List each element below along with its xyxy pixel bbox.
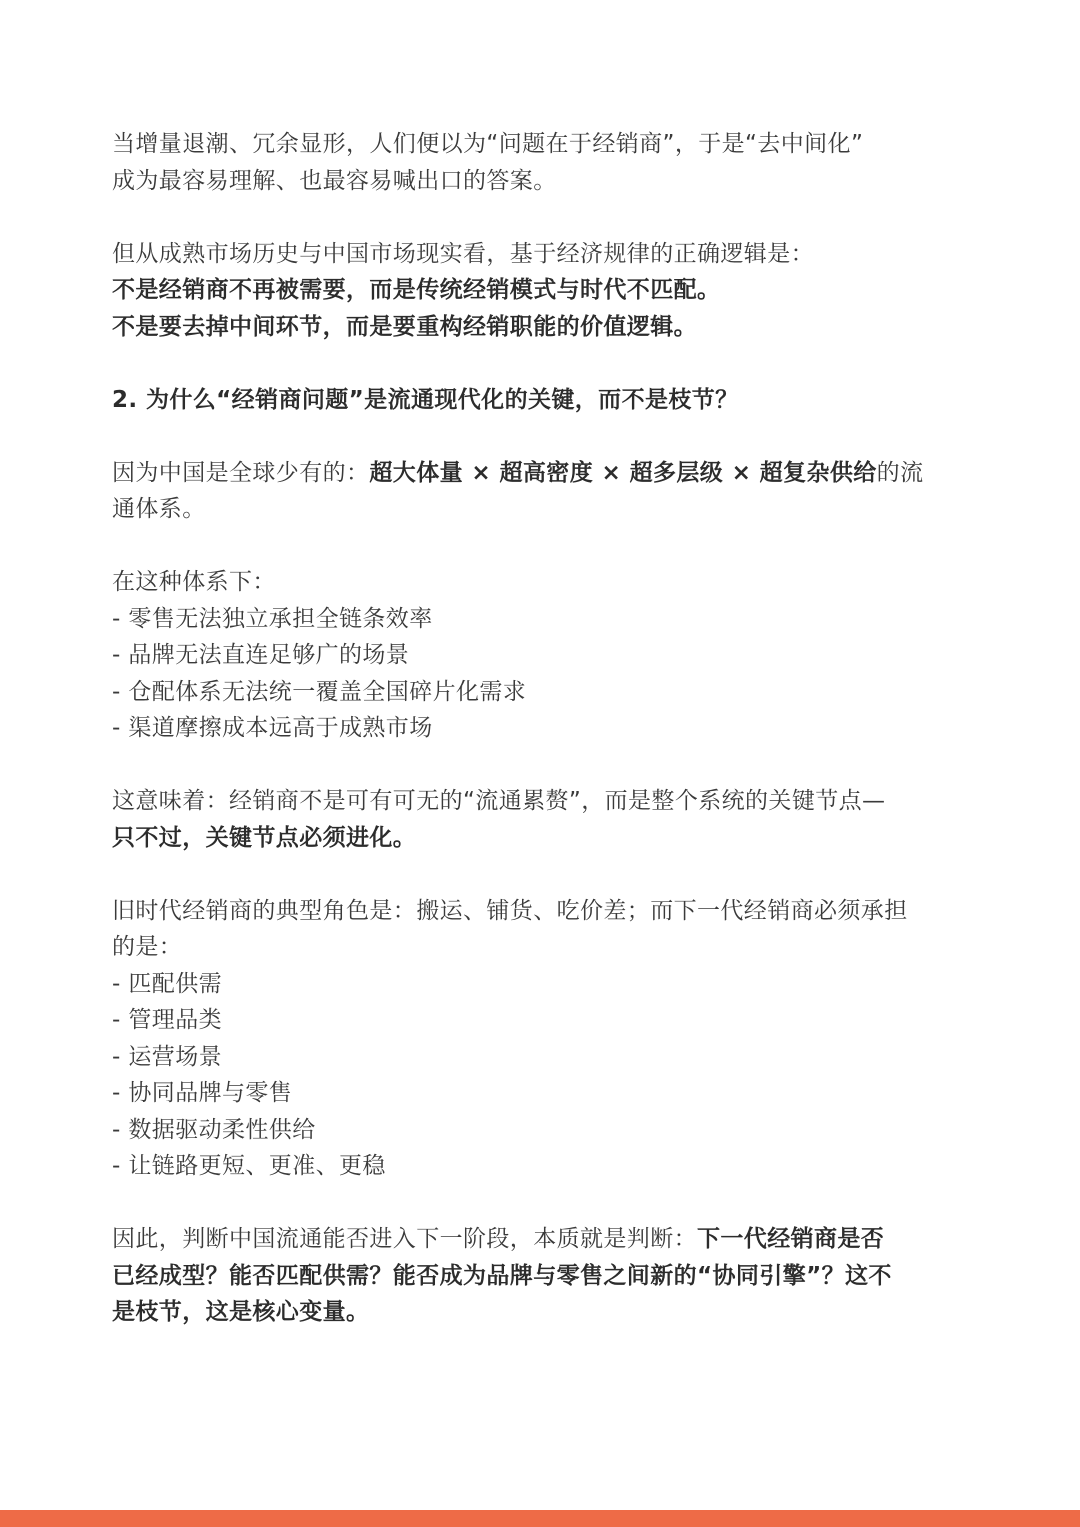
bold-statement: 是枝节，这是核心变量。: [112, 1299, 370, 1325]
list-item: - 匹配供需: [112, 970, 223, 997]
bold-span: 下一代经销商是否: [697, 1226, 885, 1252]
text-line: 但从成熟市场历史与中国市场现实看，基于经济规律的正确逻辑是：: [112, 240, 814, 267]
text-span: 的流: [876, 459, 924, 486]
text-line: 通体系。: [112, 496, 206, 522]
list-item: - 零售无法独立承担全链条效率: [112, 605, 433, 632]
paragraph-conditions: [112, 564, 982, 747]
text-span: 因为中国是全球少有的：: [112, 459, 370, 486]
list-item: - 渠道摩擦成本远高于成熟市场: [112, 715, 433, 741]
text-span: 因此，判断中国流通能否进入下一阶段，本质就是判断：: [112, 1226, 697, 1252]
paragraph-conclusion: [112, 1221, 982, 1331]
list-item: - 数据驱动柔性供给: [112, 1116, 316, 1143]
bold-statement: 已经成型？能否匹配供需？能否成为品牌与零售之间新的“协同引擎”？这不: [112, 1262, 892, 1289]
bold-statement: 只不过，关键节点必须进化。: [112, 824, 417, 851]
text-line: 旧时代经销商的典型角色是：搬运、铺货、吃价差；而下一代经销商必须承担: [112, 897, 908, 924]
bold-span: 超大体量 × 超高密度 × 超多层级 × 超复杂供给: [369, 459, 877, 486]
text-line: 成为最容易理解、也最容易喊出口的答案。: [112, 167, 557, 194]
text-line: 的是：: [112, 934, 183, 960]
text-line: [112, 455, 982, 492]
list-item: - 管理品类: [112, 1007, 223, 1033]
paragraph-intro: [112, 126, 982, 199]
section-heading: 2. 为什么“经销商问题”是流通现代化的关键，而不是枝节？: [112, 386, 739, 413]
text-line: 在这种体系下：: [112, 569, 276, 595]
list-item: - 仓配体系无法统一覆盖全国碎片化需求: [112, 678, 527, 705]
paragraph-meaning: [112, 783, 982, 856]
paragraph-roles: [112, 893, 982, 1185]
list-item: - 让链路更短、更准、更稳: [112, 1153, 386, 1179]
paragraph-system: [112, 455, 982, 528]
paragraph-logic: [112, 236, 982, 346]
list-item: - 品牌无法直连足够广的场景: [112, 642, 410, 668]
bottom-accent-bar: [0, 1510, 1080, 1527]
text-line: 这意味着：经销商不是可有可无的“流通累赘”，而是整个系统的关键节点—: [112, 788, 886, 814]
text-line: 当增量退潮、冗余显形，人们便以为“问题在于经销商”，于是“去中间化”: [112, 131, 864, 157]
list-item: - 运营场景: [112, 1043, 223, 1070]
bold-statement: 不是要去掉中间环节，而是要重构经销职能的价值逻辑。: [112, 313, 697, 340]
bold-statement: 不是经销商不再被需要，而是传统经销模式与时代不匹配。: [112, 277, 721, 303]
list-item: - 协同品牌与零售: [112, 1080, 293, 1106]
article-body: [112, 126, 982, 1331]
text-line: [112, 1221, 982, 1258]
